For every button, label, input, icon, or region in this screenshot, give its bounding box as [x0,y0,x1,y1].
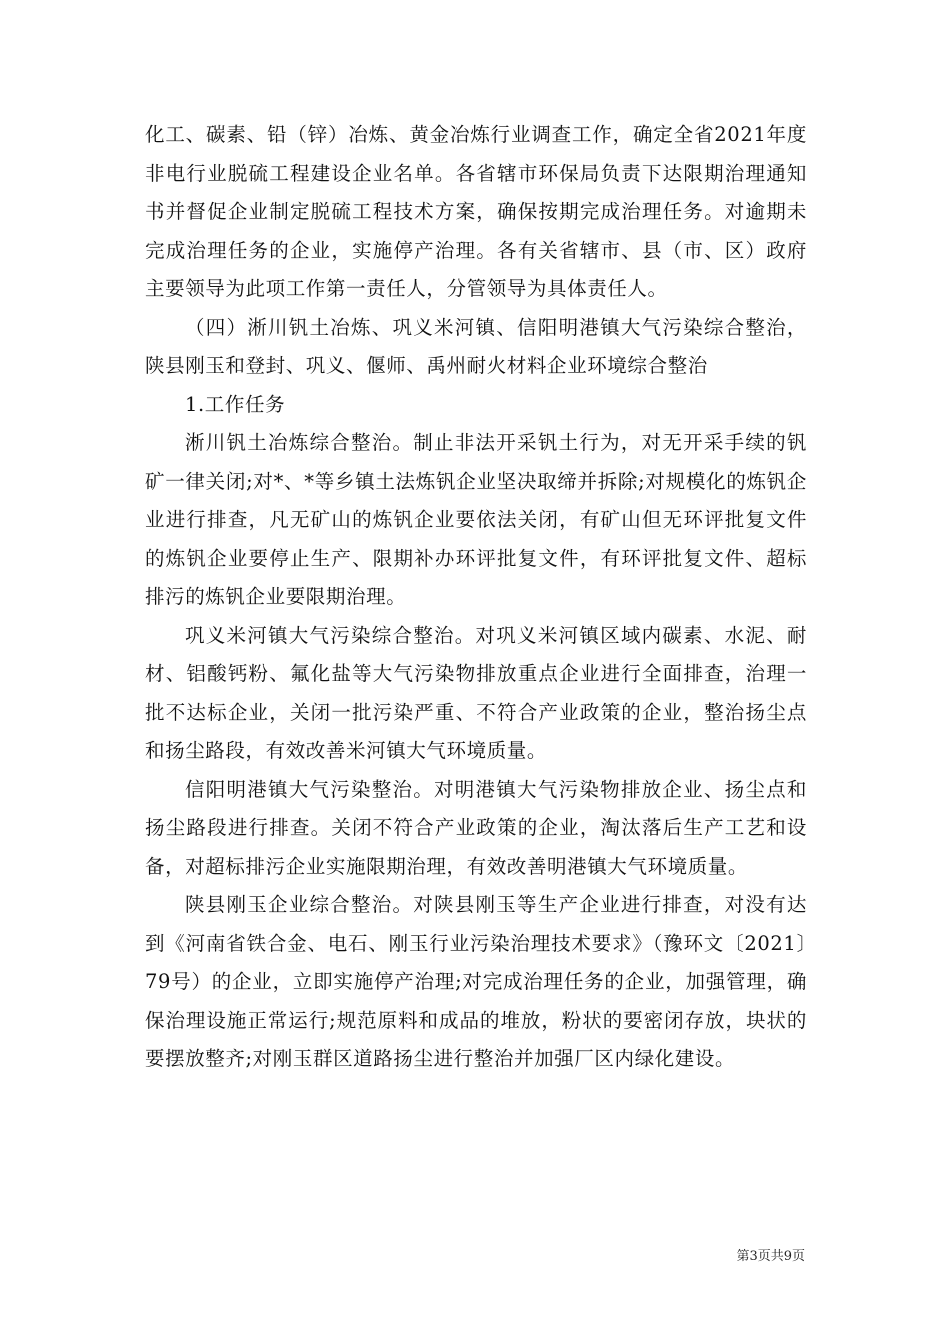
document-body [145,116,807,1079]
subsection-heading: 1.工作任务 [184,392,286,416]
page-number: 第3页共9页 [736,1249,805,1264]
paragraph-xinyang: 信阳明港镇大气污染整治。对明港镇大气污染物排放企业、扬尘点和扬尘路段进行排查。关闭不符合产业政策的企业，淘汰落后生产工艺和设备，对超标排污企业实施限期治理，有效改善明港镇大气环境质量。 [145,777,807,878]
paragraph-continuation: 化工、碳素、铅（锌）冶炼、黄金冶炼行业调查工作，确定全省2021年度非电行业脱硫工程建设企业名单。各省辖市环保局负责下达限期治理通知书并督促企业制定脱硫工程技术方案，确保按期完成治理任务。对逾期未完成治理任务的企业，实施停产治理。各有关省辖市、县（市、区）政府主要领导为此项工作第一责任人，分管领导为具体责任人。 [145,123,807,300]
paragraph-xichuan: 淅川钒土冶炼综合整治。制止非法开采钒土行为，对无开采手续的钒矿一律关闭;对*、*等乡镇土法炼钒企业坚决取缔并拆除;对规模化的炼钒企业进行排查，凡无矿山的炼钒企业要依法关闭，有矿山但无环评批复文件的炼钒企业要停止生产、限期补办环评批复文件，有环评批复文件、超标排污的炼钒企业要限期治理。 [145,431,807,608]
section-heading: （四）淅川钒土冶炼、巩义米河镇、信阳明港镇大气污染综合整治，陕县刚玉和登封、巩义、偃师、禹州耐火材料企业环境综合整治 [145,315,807,377]
paragraph-gongyi: 巩义米河镇大气污染综合整治。对巩义米河镇区域内碳素、水泥、耐材、铝酸钙粉、氟化盐等大气污染物排放重点企业进行全面排查，治理一批不达标企业，关闭一批污染严重、不符合产业政策的企业，整治扬尘点和扬尘路段，有效改善米河镇大气环境质量。 [145,623,807,762]
paragraph-shanxian: 陕县刚玉企业综合整治。对陕县刚玉等生产企业进行排查，对没有达到《河南省铁合金、电石、刚玉行业污染治理技术要求》（豫环文〔2021〕79号）的企业，立即实施停产治理;对完成治理任务的企业，加强管理，确保治理设施正常运行;规范原料和成品的堆放，粉状的要密闭存放，块状的要摆放整齐;对刚玉群区道路扬尘进行整治并加强厂区内绿化建设。 [145,893,807,1070]
